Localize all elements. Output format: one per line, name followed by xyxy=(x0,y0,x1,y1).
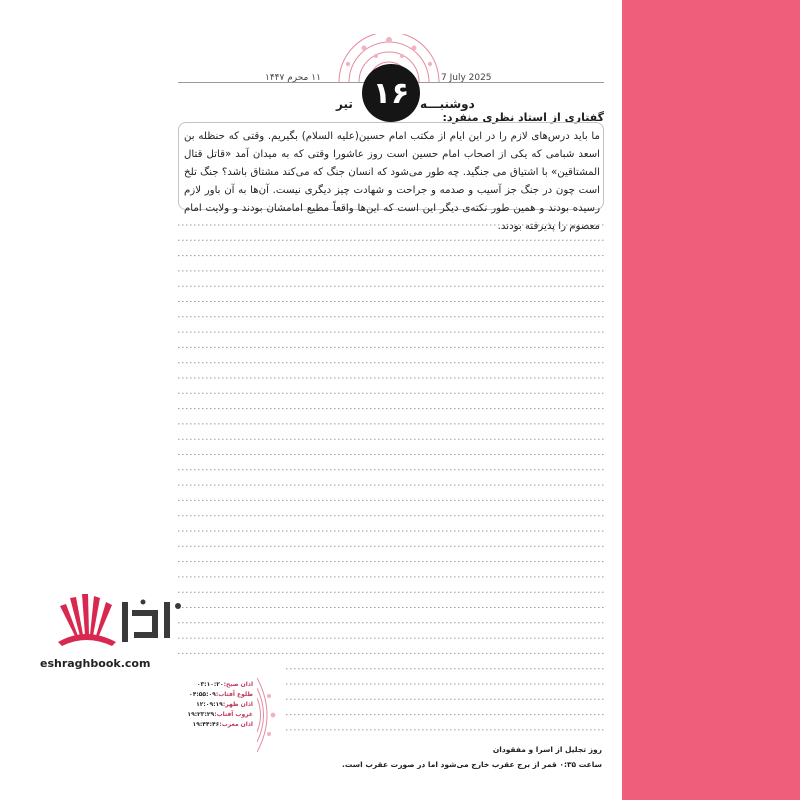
weekday-label: دوشنبـــه xyxy=(420,97,475,111)
prayer-row: طلوع آفتاب:۰۴:۵۵:۰۹ xyxy=(189,691,253,698)
eshragh-logo-icon xyxy=(30,580,190,660)
month-label: تیر xyxy=(336,97,353,111)
prayer-row: اذان مغرب:۱۹:۴۴:۴۶ xyxy=(192,721,253,728)
prayer-row: اذان ظهر:۱۲:۰۹:۱۹ xyxy=(196,701,253,708)
prayer-row: اذان صبح:۰۳:۱۰:۲۰ xyxy=(196,681,253,688)
pink-side-band xyxy=(622,0,800,800)
side-ornament-icon xyxy=(257,676,279,754)
prayer-row: غروب آفتاب:۱۹:۲۳:۲۹ xyxy=(187,711,253,718)
day-number-badge: ۱۶ xyxy=(362,64,420,122)
prayer-times xyxy=(175,680,253,730)
hijri-date: ۱۱ محرم ۱۴۴۷ xyxy=(265,73,321,83)
occasion-note: روز تجلیل از اسرا و مفقودان xyxy=(492,745,602,754)
article-title: گفتاری از استاد نظری منفرد: xyxy=(442,111,604,124)
watermark-url[interactable]: eshraghbook.com xyxy=(40,657,151,670)
astronomy-note: ساعت ۰:۳۵ قمر از برج عقرب خارج می‌شود اما در صورت عقرب است. xyxy=(342,760,602,769)
article-body: ما باید درس‌های لازم را در این ایام از مکتب امام حسین(علیه السلام) بگیریم. وقتی که حنظله بن اسعد شبامی که یکی از اصحاب امام حسین است روز عاشورا وقتی که به میدان آمد «قاتل قتال المشتاقین» با اشتیاق می جنگید. چه طور می‌شود که انسان جنگ که می‌کند مشتاق باشد؟ جنگ تلخ است چون در جنگ جز آسیب و صدمه و جراحت و شهادت چیز دیگری نیست. آن‌ها به آن باور لازم رسیده بودند و همین طور نکته‌ی دیگر این است که این‌ها واقعاً مطیع امامشان بودند و ولایت امام معصوم را پذیرفته بودند. xyxy=(184,131,600,232)
gregorian-date: 7 July 2025 xyxy=(441,73,492,83)
